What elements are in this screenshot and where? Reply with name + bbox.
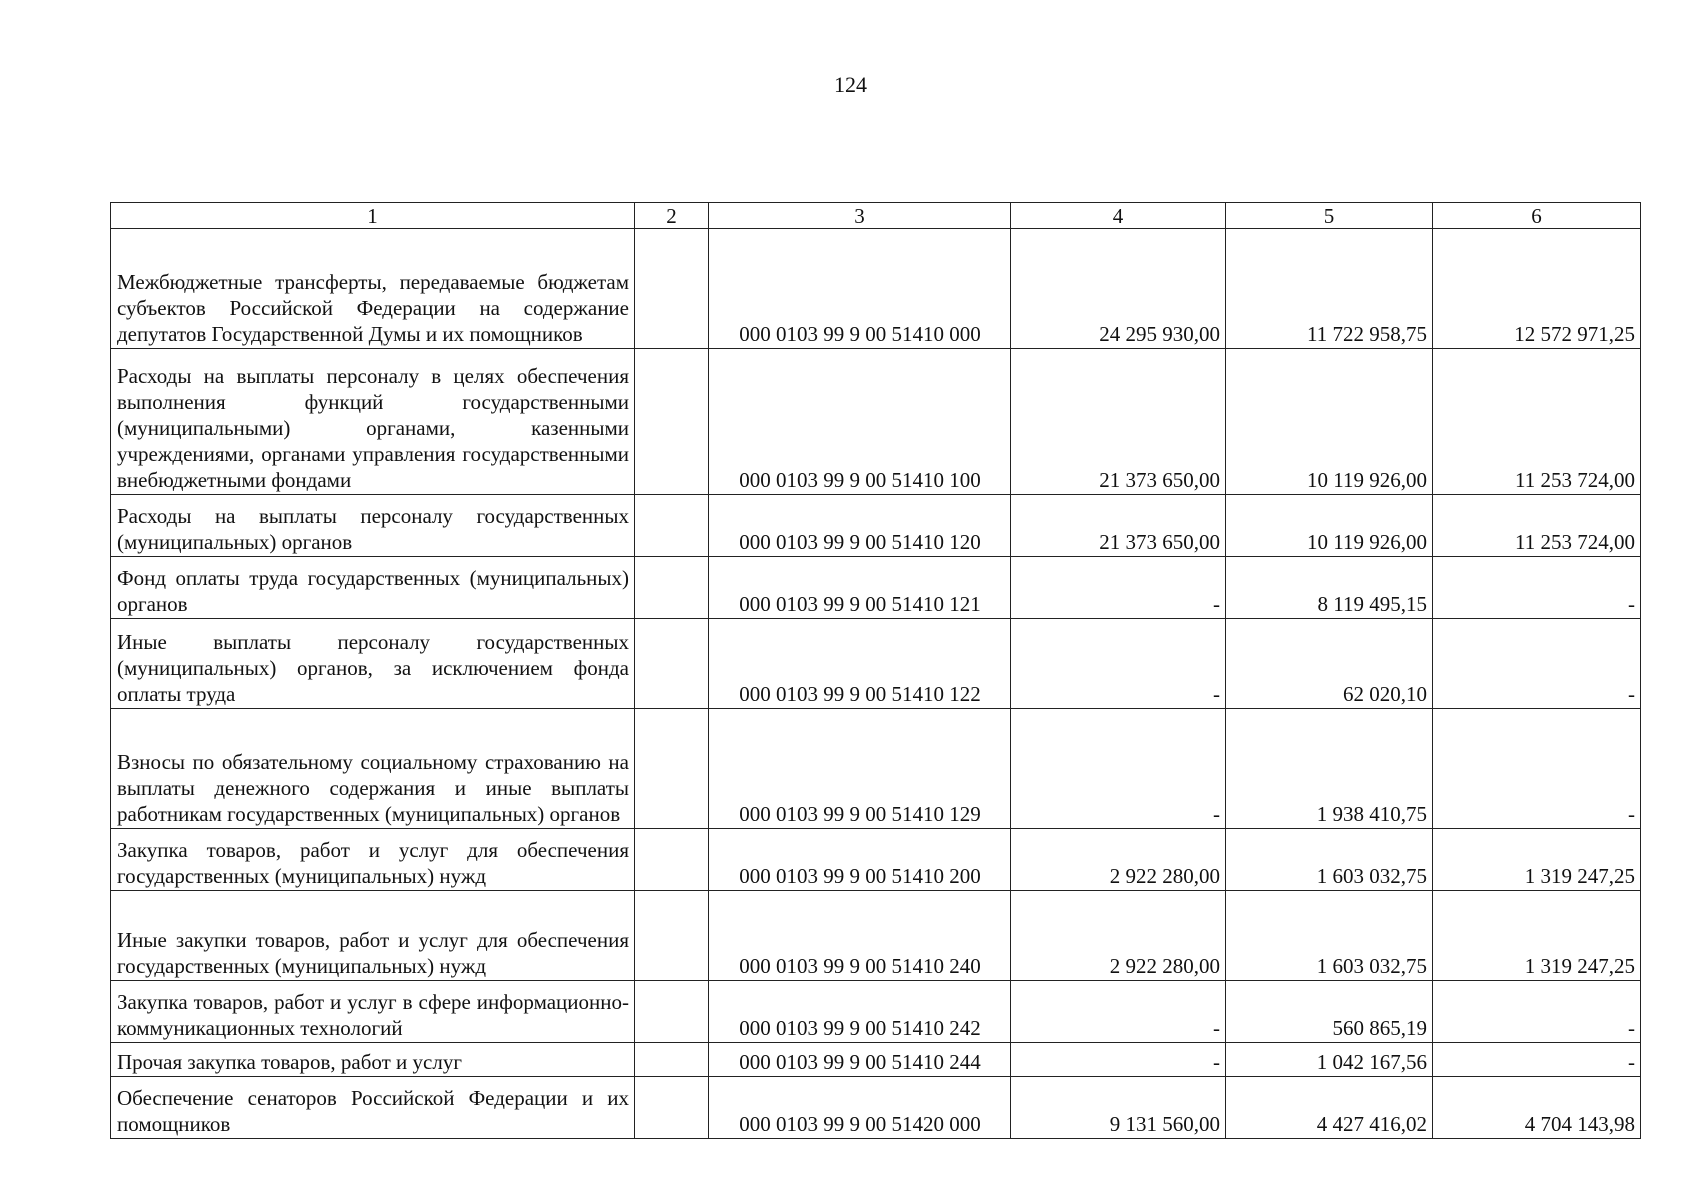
row-value-col5: 62 020,10 (1226, 619, 1433, 709)
row-value-col4: 2 922 280,00 (1011, 829, 1226, 891)
header-col-4: 4 (1011, 203, 1226, 229)
row-value-col6: - (1433, 619, 1641, 709)
row-value-col6: 4 704 143,98 (1433, 1077, 1641, 1139)
row-value-col4: - (1011, 557, 1226, 619)
table-row (111, 1043, 1641, 1077)
row-value-col5: 560 865,19 (1226, 981, 1433, 1043)
row-code: 000 0103 99 9 00 51410 200 (709, 829, 1011, 891)
row-description: Закупка товаров, работ и услуг для обеспечения государственных (муниципальных) нужд (111, 829, 635, 891)
header-col-1: 1 (111, 203, 635, 229)
row-description: Расходы на выплаты персоналу государственных (муниципальных) органов (111, 495, 635, 557)
row-col2 (635, 709, 709, 829)
header-col-5: 5 (1226, 203, 1433, 229)
table-row (111, 981, 1641, 1043)
row-code: 000 0103 99 9 00 51410 100 (709, 349, 1011, 495)
row-value-col5: 10 119 926,00 (1226, 495, 1433, 557)
page-number: 124 (834, 72, 867, 97)
row-code: 000 0103 99 9 00 51410 121 (709, 557, 1011, 619)
row-value-col6: 11 253 724,00 (1433, 495, 1641, 557)
table-row (111, 349, 1641, 495)
row-description: Иные выплаты персоналу государственных (муниципальных) органов, за исключением фонда оплаты труда (111, 619, 635, 709)
table-row (111, 829, 1641, 891)
row-description: Межбюджетные трансферты, передаваемые бюджетам субъектов Российской Федерации на содержание депутатов Государственной Думы и их помощников (111, 229, 635, 349)
row-code: 000 0103 99 9 00 51410 244 (709, 1043, 1011, 1077)
row-description: Иные закупки товаров, работ и услуг для обеспечения государственных (муниципальных) нужд (111, 891, 635, 981)
budget-table (110, 202, 1641, 1139)
row-value-col4: 24 295 930,00 (1011, 229, 1226, 349)
row-value-col6: - (1433, 557, 1641, 619)
row-code: 000 0103 99 9 00 51420 000 (709, 1077, 1011, 1139)
row-value-col6: 12 572 971,25 (1433, 229, 1641, 349)
table-row (111, 229, 1641, 349)
row-col2 (635, 495, 709, 557)
row-col2 (635, 829, 709, 891)
row-code: 000 0103 99 9 00 51410 129 (709, 709, 1011, 829)
row-code: 000 0103 99 9 00 51410 242 (709, 981, 1011, 1043)
row-value-col6: 1 319 247,25 (1433, 829, 1641, 891)
row-col2 (635, 1077, 709, 1139)
row-col2 (635, 981, 709, 1043)
table-row (111, 557, 1641, 619)
row-value-col6: - (1433, 1043, 1641, 1077)
row-description: Взносы по обязательному социальному страхованию на выплаты денежного содержания и иные выплаты работникам государственных (муниципальных) органов (111, 709, 635, 829)
row-description: Расходы на выплаты персоналу в целях обеспечения выполнения функций государственными (муниципальными) органами, казенными учреждениями, органами управления государственными внебюджетными фондами (111, 349, 635, 495)
row-value-col6: 1 319 247,25 (1433, 891, 1641, 981)
table-row (111, 619, 1641, 709)
header-col-3: 3 (709, 203, 1011, 229)
row-value-col4: 2 922 280,00 (1011, 891, 1226, 981)
header-row (111, 203, 1641, 229)
row-value-col5: 1 938 410,75 (1226, 709, 1433, 829)
row-value-col5: 11 722 958,75 (1226, 229, 1433, 349)
row-description: Прочая закупка товаров, работ и услуг (111, 1043, 635, 1077)
row-col2 (635, 1043, 709, 1077)
row-col2 (635, 891, 709, 981)
row-value-col5: 1 603 032,75 (1226, 829, 1433, 891)
row-col2 (635, 619, 709, 709)
row-value-col4: - (1011, 1043, 1226, 1077)
row-value-col6: - (1433, 981, 1641, 1043)
row-value-col5: 1 042 167,56 (1226, 1043, 1433, 1077)
table-row (111, 891, 1641, 981)
table-header (111, 203, 1641, 229)
row-code: 000 0103 99 9 00 51410 122 (709, 619, 1011, 709)
row-value-col6: 11 253 724,00 (1433, 349, 1641, 495)
row-description: Закупка товаров, работ и услуг в сфере информационно-коммуникационных технологий (111, 981, 635, 1043)
row-value-col5: 4 427 416,02 (1226, 1077, 1433, 1139)
row-value-col4: 21 373 650,00 (1011, 349, 1226, 495)
row-value-col4: 9 131 560,00 (1011, 1077, 1226, 1139)
row-value-col4: - (1011, 709, 1226, 829)
table-row (111, 709, 1641, 829)
row-value-col5: 1 603 032,75 (1226, 891, 1433, 981)
table-row (111, 495, 1641, 557)
row-value-col5: 8 119 495,15 (1226, 557, 1433, 619)
row-value-col6: - (1433, 709, 1641, 829)
row-code: 000 0103 99 9 00 51410 000 (709, 229, 1011, 349)
row-col2 (635, 557, 709, 619)
header-col-2: 2 (635, 203, 709, 229)
row-value-col4: - (1011, 981, 1226, 1043)
row-description: Обеспечение сенаторов Российской Федерации и их помощников (111, 1077, 635, 1139)
header-col-6: 6 (1433, 203, 1641, 229)
table-row (111, 1077, 1641, 1139)
row-col2 (635, 229, 709, 349)
row-value-col4: 21 373 650,00 (1011, 495, 1226, 557)
row-code: 000 0103 99 9 00 51410 120 (709, 495, 1011, 557)
row-value-col4: - (1011, 619, 1226, 709)
row-value-col5: 10 119 926,00 (1226, 349, 1433, 495)
row-col2 (635, 349, 709, 495)
row-code: 000 0103 99 9 00 51410 240 (709, 891, 1011, 981)
row-description: Фонд оплаты труда государственных (муниципальных) органов (111, 557, 635, 619)
table-body (111, 229, 1641, 1139)
